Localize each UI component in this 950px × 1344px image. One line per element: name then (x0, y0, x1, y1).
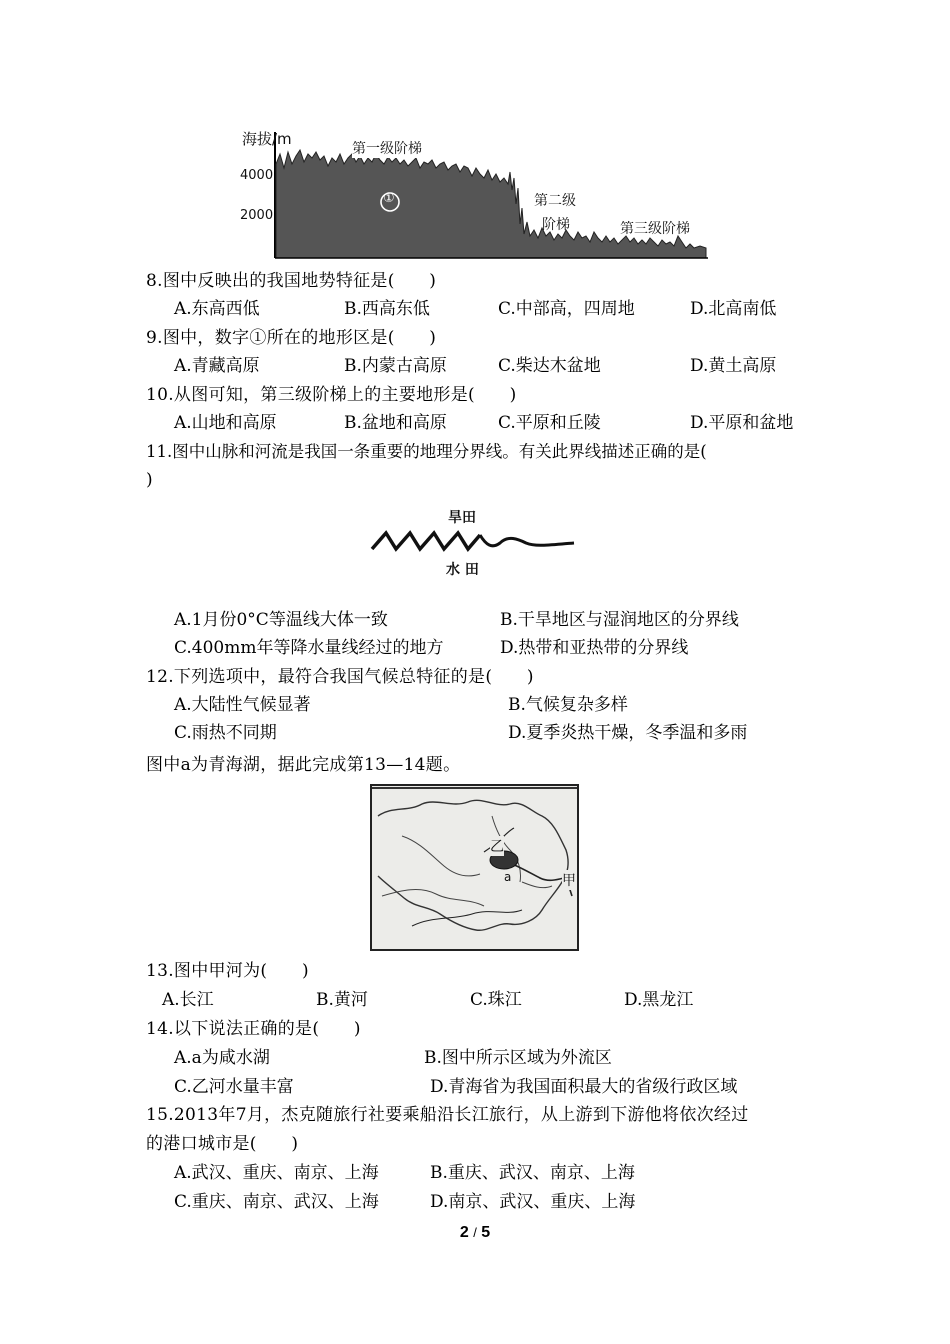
q14-option-a: A.a为咸水湖 (174, 1048, 270, 1068)
step2-label-line1: 第二级 (534, 193, 576, 209)
page-total: 5 (481, 1224, 491, 1241)
q13-option-b: B.黄河 (316, 990, 368, 1010)
qinghai-map-figure (370, 784, 579, 951)
dry-field-label: 旱田 (448, 510, 476, 526)
profile-ylabel: 海拔/m (242, 130, 292, 148)
profile-tick-2000: 2000 (240, 208, 274, 223)
q13-option-c: C.珠江 (470, 990, 522, 1010)
marker-label: ① (383, 191, 395, 206)
q14-stem: 14.以下说法正确的是( ) (146, 1019, 361, 1039)
terrain-profile-figure (240, 124, 710, 264)
step1-label: 第一级阶梯 (352, 138, 422, 158)
q8-stem: 8.图中反映出的我国地势特征是( ) (146, 271, 437, 291)
q10-option-c: C.平原和丘陵 (498, 413, 601, 433)
q15-option-b: B.重庆、武汉、南京、上海 (430, 1163, 635, 1183)
terrain-silhouette (276, 150, 706, 258)
q10-option-a: A.山地和高原 (174, 413, 277, 433)
q13-option-a: A.长江 (162, 990, 214, 1010)
q14-option-b: B.图中所示区域为外流区 (424, 1048, 612, 1068)
q8-option-a: A.东高西低 (174, 299, 260, 319)
q12-option-d: D.夏季炎热干燥，冬季温和多雨 (508, 723, 748, 743)
mountain-range-zigzag (372, 533, 480, 549)
terrain-profile-svg (240, 124, 710, 264)
map-label-yi: 乙 (490, 836, 504, 856)
map-label-a: a (504, 870, 512, 884)
q11-option-c: C.400mm年等降水量线经过的地方 (174, 638, 444, 658)
q15-option-d: D.南京、武汉、重庆、上海 (430, 1192, 636, 1212)
q14-option-c: C.乙河水量丰富 (174, 1077, 294, 1097)
q10-option-d: D.平原和盆地 (690, 413, 794, 433)
step3-label: 第三级阶梯 (620, 221, 690, 237)
q12-option-c: C.雨热不同期 (174, 723, 277, 743)
q12-option-b: B.气候复杂多样 (508, 695, 628, 715)
boundary-line-figure (368, 505, 583, 585)
q9-option-c: C.柴达木盆地 (498, 356, 601, 376)
q10-stem: 10.从图可知，第三级阶梯上的主要地形是( ) (146, 385, 517, 405)
q12-stem: 12.下列选项中，最符合我国气候总特征的是( ) (146, 667, 534, 687)
page-separator: / (473, 1225, 477, 1240)
q15-option-a: A.武汉、重庆、南京、上海 (174, 1163, 379, 1183)
q8-option-d: D.北高南低 (690, 299, 777, 319)
q11-option-b: B.干旱地区与湿润地区的分界线 (500, 610, 739, 630)
q12-option-a: A.大陆性气候显著 (174, 695, 311, 715)
q14-option-d: D.青海省为我国面积最大的省级行政区域 (430, 1077, 738, 1097)
q8-option-c: C.中部高，四周地 (498, 299, 635, 319)
paddy-field-label: 水 田 (446, 562, 479, 578)
q9-option-b: B.内蒙古高原 (344, 356, 447, 376)
q9-option-d: D.黄土高原 (690, 356, 777, 376)
q11-option-d: D.热带和亚热带的分界线 (500, 638, 689, 658)
map-label-jia: 甲 (562, 870, 576, 890)
q9-stem: 9.图中，数字①所在的地形区是( ) (146, 328, 437, 348)
q13-option-d: D.黑龙江 (624, 990, 694, 1010)
page-number: 2 (459, 1224, 469, 1241)
q15-option-c: C.重庆、南京、武汉、上海 (174, 1192, 379, 1212)
page-footer (0, 1224, 950, 1242)
q11-option-a: A.1月份0°C等温线大体一致 (174, 610, 388, 630)
step2-label-line2: 阶梯 (542, 217, 570, 233)
q8-option-b: B.西高东低 (344, 299, 430, 319)
q9-option-a: A.青藏高原 (174, 356, 260, 376)
map-intro: 图中a为青海湖，据此完成第13—14题。 (146, 755, 461, 775)
q15-stem-line1: 15.2013年7月，杰克随旅行社要乘船沿长江旅行，从上游到下游他将依次经过 (146, 1105, 749, 1125)
q13-stem: 13.图中甲河为( ) (146, 961, 309, 981)
river-line (480, 535, 574, 546)
qinghai-map-svg (372, 786, 577, 949)
profile-tick-4000: 4000 (240, 168, 274, 183)
q11-stem-line1: 11.图中山脉和河流是我国一条重要的地理分界线。有关此界线描述正确的是( (146, 442, 707, 461)
q10-option-b: B.盆地和高原 (344, 413, 447, 433)
q15-stem-line2: 的港口城市是( ) (146, 1134, 299, 1154)
q11-stem-line2: ) (146, 470, 153, 490)
